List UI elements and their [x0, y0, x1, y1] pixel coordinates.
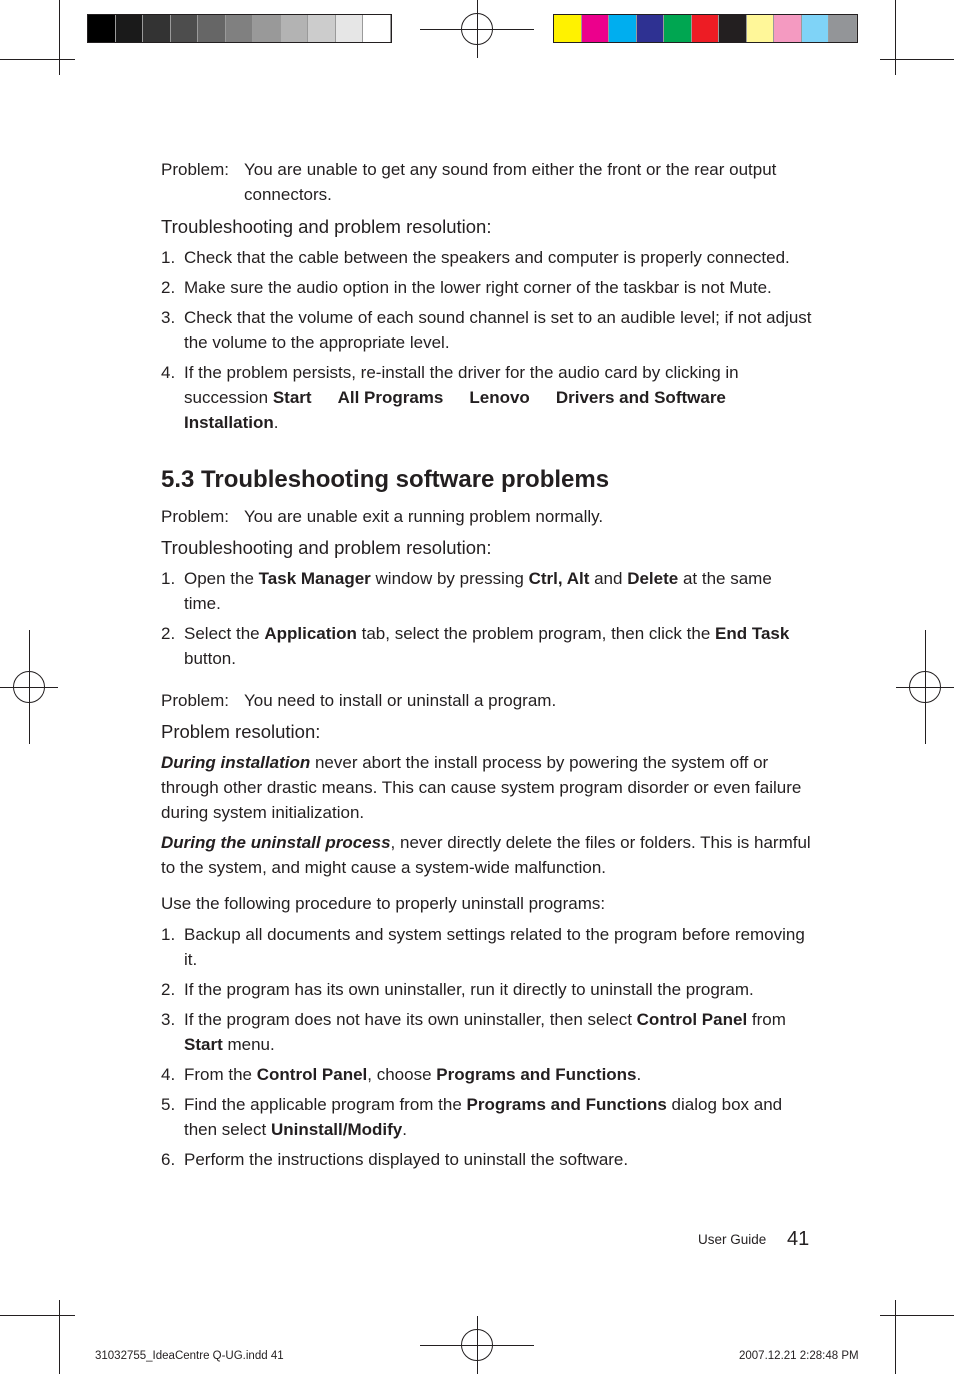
problem-text: You need to install or uninstall a program.	[244, 691, 557, 710]
section-title: 5.3 Troubleshooting software problems	[161, 466, 610, 493]
problem-exit	[161, 504, 813, 529]
color-swatch-6	[719, 15, 747, 42]
problem-label: Problem:	[161, 507, 230, 526]
gray-swatch-0	[88, 15, 116, 42]
gray-swatch-10	[363, 15, 391, 42]
color-swatch-10	[829, 15, 857, 42]
uninstall-steps-list	[161, 922, 813, 1172]
color-swatch-3	[637, 15, 665, 42]
list-item: 2. If the program has its own uninstaller, run it directly to uninstall the program.	[161, 980, 754, 999]
color-swatch-2	[609, 15, 637, 42]
gray-swatch-4	[198, 15, 226, 42]
resolution-heading: Problem resolution:	[161, 721, 321, 742]
slug-file-info: 31032755_IdeaCentre Q-UG.indd 41	[95, 1350, 284, 1362]
list-item: 2. Make sure the audio option in the lower right corner of the taskbar is not Mute.	[161, 278, 772, 297]
list-item: 2. Select the Application tab, select the problem program, then click the End Task button.	[161, 624, 790, 668]
install-paragraph: During installation never abort the install process by powering the system off or through other drastic means. This can cause system program disorder or even failure during system initialization.	[161, 753, 802, 822]
color-swatch-7	[747, 15, 775, 42]
gray-ramp-bar	[87, 14, 392, 43]
footer-label: User Guide	[698, 1232, 767, 1247]
list-item: 1. Backup all documents and system settings related to the program before removing it.	[161, 925, 805, 969]
uninstall-paragraph: During the uninstall process, never directly delete the files or folders. This is harmful to the system, and might cause a system-wide malfunction.	[161, 833, 811, 877]
problem-label: Problem:	[161, 691, 230, 710]
crop-mark-bl-v	[59, 1300, 60, 1374]
color-swatch-5	[692, 15, 720, 42]
problem-text: You are unable to get any sound from either the front or the rear output connectors.	[244, 160, 777, 204]
gray-swatch-6	[253, 15, 281, 42]
exit-steps-list	[161, 566, 813, 671]
menu-path-drivers: Drivers and Software Installation	[184, 388, 726, 432]
list-item: 6. Perform the instructions displayed to uninstall the software.	[161, 1150, 629, 1169]
menu-path-lenovo: Lenovo	[469, 388, 530, 407]
problem-text: You are unable exit a running problem normally.	[244, 507, 604, 526]
gray-swatch-9	[336, 15, 364, 42]
gray-swatch-2	[143, 15, 171, 42]
crop-mark-tl-v	[59, 0, 60, 75]
gray-swatch-3	[171, 15, 199, 42]
crop-mark-bl-h	[0, 1315, 75, 1316]
list-item: 1. Check that the cable between the speakers and computer is properly connected.	[161, 248, 790, 267]
list-item: 4. From the Control Panel, choose Programs and Functions.	[161, 1065, 642, 1084]
crop-mark-tr-v	[895, 0, 896, 75]
problem-sound	[161, 157, 813, 207]
list-item: 1. Open the Task Manager window by pressing Ctrl, Alt and Delete at the same time.	[161, 569, 772, 613]
color-swatch-9	[802, 15, 830, 42]
list-item: 5. Find the applicable program from the Programs and Functions dialog box and then select Uninstall/Modify.	[161, 1095, 783, 1139]
problem-label: Problem:	[161, 160, 230, 179]
page-number: 41	[787, 1228, 810, 1250]
gray-swatch-8	[308, 15, 336, 42]
resolution-heading: Troubleshooting and problem resolution:	[161, 216, 492, 237]
color-bar	[553, 14, 858, 43]
menu-path-all-programs: All Programs	[337, 388, 444, 407]
list-item: 3. Check that the volume of each sound channel is set to an audible level; if not adjust the volume to the appropriate level.	[161, 308, 812, 352]
page-content	[161, 157, 813, 1172]
list-item: 4. If the problem persists, re-install the driver for the audio card by clicking in succession Start All Programs Lenovo Drivers and Software Installation.	[161, 363, 739, 432]
gray-swatch-5	[226, 15, 254, 42]
color-swatch-1	[582, 15, 610, 42]
gray-swatch-7	[281, 15, 309, 42]
color-swatch-0	[554, 15, 582, 42]
color-swatch-8	[774, 15, 802, 42]
gray-swatch-1	[116, 15, 144, 42]
menu-path-start: Start	[272, 388, 312, 407]
crop-mark-tl-h	[0, 59, 75, 60]
crop-mark-tr-h	[880, 59, 954, 60]
resolution-heading: Troubleshooting and problem resolution:	[161, 537, 492, 558]
crop-mark-br-v	[895, 1300, 896, 1374]
procedure-intro: Use the following procedure to properly uninstall programs:	[161, 894, 606, 913]
color-swatch-4	[664, 15, 692, 42]
sound-steps-list	[161, 245, 813, 435]
list-item: 3. If the program does not have its own uninstaller, then select Control Panel from Start menu.	[161, 1010, 786, 1054]
crop-mark-br-h	[880, 1315, 954, 1316]
problem-install	[161, 688, 813, 713]
slug-timestamp: 2007.12.21 2:28:48 PM	[739, 1350, 859, 1362]
